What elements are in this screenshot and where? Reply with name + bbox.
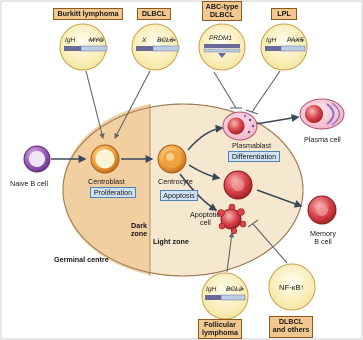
gene-nfkb: NF-κB↑ bbox=[279, 283, 305, 292]
gene-pax5: PAX5 bbox=[287, 37, 304, 44]
label-naive-b-cell: Naive B cell bbox=[10, 179, 48, 188]
label-memory-b-cell bbox=[309, 230, 337, 246]
label-centroblast: Centroblast bbox=[88, 177, 125, 186]
label-memory-line1: Memory bbox=[310, 229, 336, 238]
gene-myc: MYC bbox=[89, 37, 104, 44]
gene-x: X bbox=[142, 37, 147, 44]
tag-follicular-line1: Follicular bbox=[204, 320, 236, 329]
tag-dlbcl-bottom-line1: DLBCL bbox=[278, 317, 304, 326]
tag-abc-line2: DLBCL bbox=[209, 10, 235, 19]
tag-dlbcl-and-others bbox=[269, 316, 313, 338]
label-apoptotic-line2: cell bbox=[200, 218, 211, 227]
label-dark-zone-line2: zone bbox=[130, 229, 148, 238]
label-plasma-cell: Plasma cell bbox=[304, 135, 341, 144]
plasma-cell bbox=[300, 99, 344, 129]
label-centrocyte: Centrocyte bbox=[158, 177, 193, 186]
tag-follicular-line2: lymphoma bbox=[202, 328, 238, 337]
label-apoptotic-line1: Apoptotic bbox=[190, 210, 220, 219]
label-light-zone: Light zone bbox=[153, 237, 189, 246]
tag-follicular-lymphoma bbox=[198, 319, 242, 339]
naive-b-cell bbox=[24, 146, 50, 172]
memory-b-cell-light-zone bbox=[224, 171, 252, 199]
tag-abc-type-dlbcl bbox=[202, 1, 242, 21]
label-plasmablast: Plasmablast bbox=[232, 141, 272, 150]
gene-bcl2: BCL2 bbox=[226, 286, 243, 293]
centroblast-cell bbox=[91, 145, 119, 173]
label-dark-zone bbox=[129, 222, 149, 238]
label-memory-line2: B cell bbox=[314, 237, 332, 246]
tag-lpl: LPL bbox=[271, 8, 297, 20]
plasmablast-cell bbox=[223, 112, 257, 140]
gene-bcl6: BCL6 bbox=[157, 37, 174, 44]
gene-igh-bcl2: IgH bbox=[206, 286, 217, 293]
tag-abc-line1: ABC-type bbox=[205, 2, 239, 11]
box-differentiation: Differentiation bbox=[228, 151, 280, 162]
gene-igh-burkitt: IgH bbox=[65, 37, 76, 44]
box-proliferation: Proliferation bbox=[90, 187, 136, 198]
tag-burkitt-lymphoma: Burkitt lymphoma bbox=[53, 8, 123, 20]
label-germinal-centre: Germinal centre bbox=[54, 255, 109, 264]
tag-dlbcl-bottom-line2: and others bbox=[272, 325, 310, 334]
box-apoptosis: Apoptosis bbox=[160, 190, 198, 201]
gene-igh-lpl: IgH bbox=[266, 37, 277, 44]
memory-b-cell bbox=[308, 196, 336, 224]
gene-prdm1: PRDM1 bbox=[209, 35, 233, 42]
centrocyte-cell bbox=[158, 145, 186, 173]
tag-dlbcl-top: DLBCL bbox=[137, 8, 171, 20]
label-apoptotic-cell bbox=[190, 211, 220, 227]
label-dark-zone-line1: Dark bbox=[131, 221, 147, 230]
